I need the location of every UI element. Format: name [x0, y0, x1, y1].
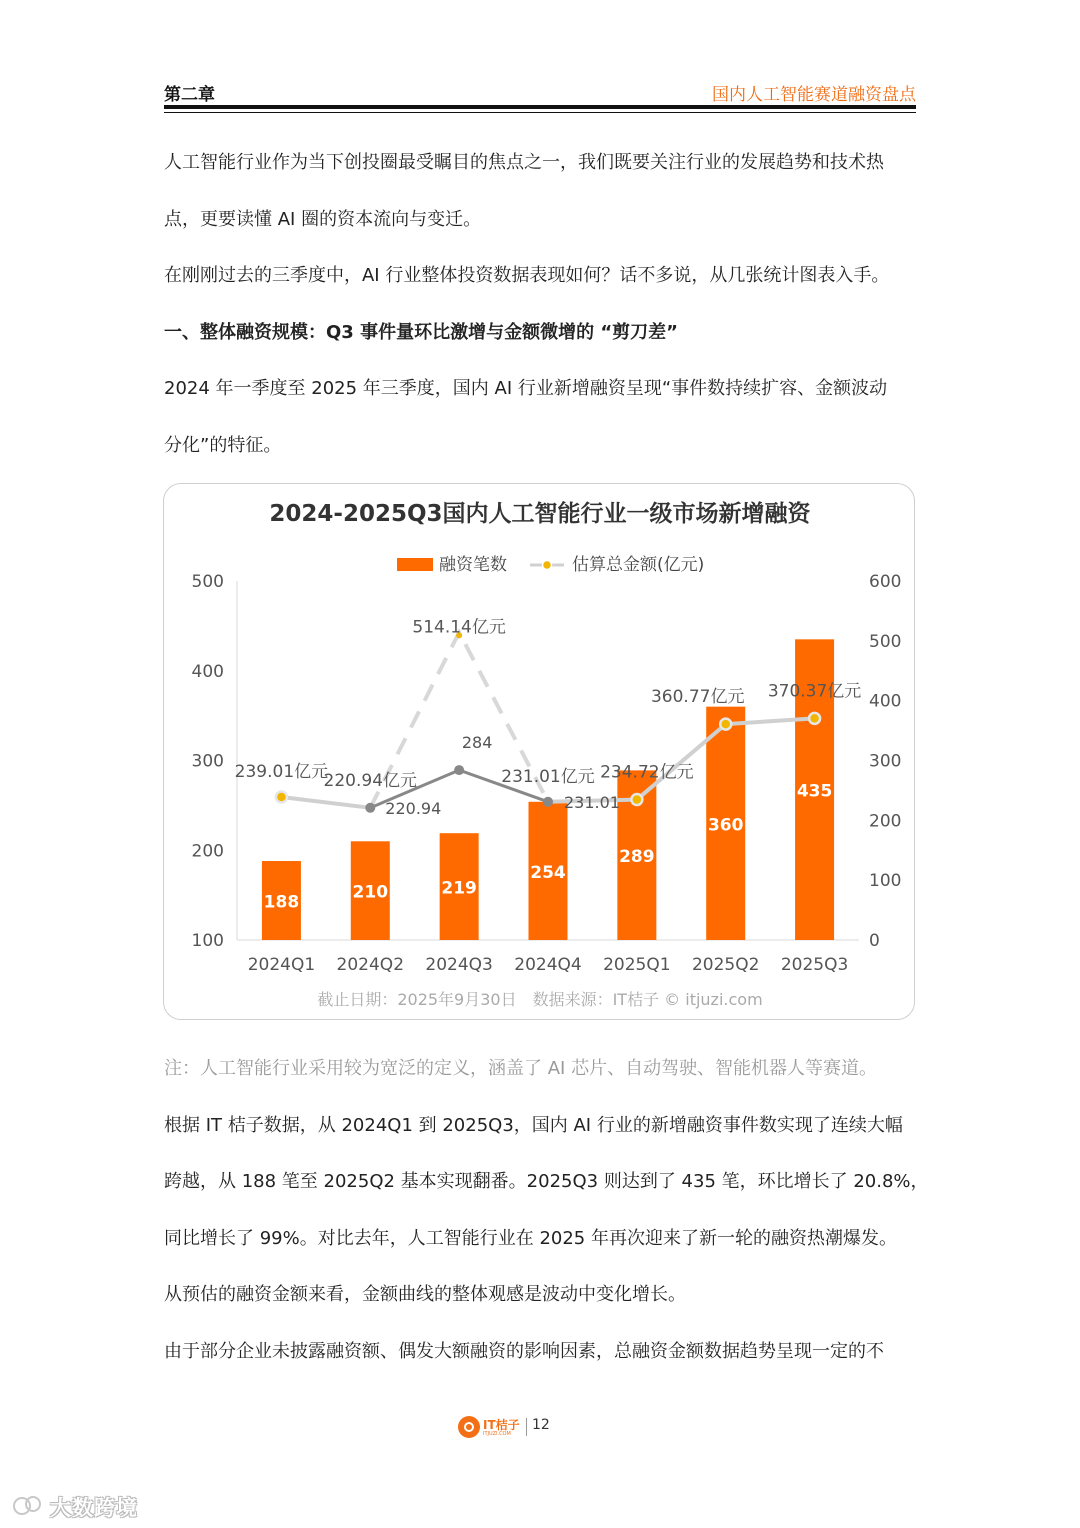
header-rule-thick: [164, 105, 916, 109]
right-axis-tick: 400: [869, 691, 902, 712]
legend-label-line: 估算总金额(亿元): [572, 555, 705, 575]
paragraph-3-line-1: 2024 年一季度至 2025 年三季度，国内 AI 行业新增融资呈现“事件数持续扩容、金额波动: [164, 378, 888, 399]
left-axis-tick: 300: [191, 751, 224, 772]
footer-logo-subtext: ITJUZI.COM: [483, 1431, 511, 1437]
bar-value-label: 435: [796, 781, 833, 802]
paragraph-1-line-2: 点，更要读懂 AI 圈的资本流向与变迁。: [164, 209, 482, 230]
amount-marker: [809, 713, 820, 724]
watermark-text: 大数跨境: [50, 1496, 138, 1520]
amount-label: 234.72亿元: [600, 762, 694, 783]
right-axis-tick: 600: [869, 572, 902, 592]
header-rule-thin: [164, 112, 916, 113]
x-axis-tick-label: 2024Q4: [514, 955, 582, 975]
bar-value-label: 210: [352, 882, 389, 903]
footer-logo-text: IT桔子: [483, 1418, 520, 1432]
watermark-chat-icon: [12, 1494, 44, 1518]
x-axis-tick-label: 2025Q1: [603, 955, 671, 975]
dark-line-label: 220.94: [385, 798, 442, 818]
amount-marker: [276, 791, 287, 802]
paragraph-3-line-2: 分化”的特征。: [164, 435, 282, 456]
left-axis-tick: 100: [191, 931, 224, 951]
paragraph-5-line-1: 由于部分企业未披露融资额、偶发大额融资的影响因素，总融资金额数据趋势呈现一定的不: [164, 1341, 884, 1362]
watermark: [10, 1492, 150, 1522]
amount-marker: [631, 794, 642, 805]
paragraph-4-line-3: 同比增长了 99%。对比去年，人工智能行业在 2025 年再次迎来了新一轮的融资热潮爆发。: [164, 1228, 897, 1249]
left-axis-tick: 500: [191, 572, 224, 592]
x-axis-tick-label: 2024Q3: [425, 955, 493, 975]
itjuzi-logo-icon: [458, 1416, 480, 1438]
right-axis-tick: 300: [869, 751, 902, 772]
paragraph-4-line-1: 根据 IT 桔子数据，从 2024Q1 到 2025Q3，国内 AI 行业的新增融资事件数实现了连续大幅: [164, 1115, 903, 1136]
dark-line-label: 284: [461, 733, 493, 753]
amount-label: 514.14亿元: [412, 617, 506, 638]
legend-swatch-bars: [397, 558, 433, 571]
x-axis-tick-label: 2025Q3: [780, 955, 849, 975]
amount-label: 239.01亿元: [234, 761, 329, 782]
dark-line-marker: [365, 803, 375, 813]
amount-label: 370.37亿元: [767, 681, 862, 702]
legend-label-bars: 融资笔数: [439, 555, 507, 575]
bar-value-label: 254: [530, 862, 566, 883]
amount-label: 220.94亿元: [323, 770, 418, 791]
x-axis-tick-label: 2024Q1: [247, 955, 316, 975]
section-heading: 一、整体融资规模：Q3 事件量环比激增与金额微增的 “剪刀差”: [164, 322, 679, 343]
legend-swatch-marker: [543, 561, 552, 570]
paragraph-1-line-1: 人工智能行业作为当下创投圈最受瞩目的焦点之一，我们既要关注行业的发展趋势和技术热: [164, 152, 884, 173]
bar-value-label: 219: [441, 878, 477, 899]
bar-value-label: 360: [707, 815, 744, 836]
footer-separator: [526, 1418, 527, 1436]
chart-footnote: 截止日期：2025年9月30日 数据来源：IT桔子 © itjuzi.com: [317, 990, 763, 1009]
page-number: 12: [532, 1417, 550, 1433]
right-axis-tick: 100: [869, 871, 902, 892]
amount-line-segment: [281, 797, 370, 808]
financing-chart: [163, 483, 915, 1020]
amount-label: 360.77亿元: [650, 687, 745, 708]
page-footer: [458, 1414, 578, 1440]
paragraph-2: 在刚刚过去的三季度中，AI 行业整体投资数据表现如何？话不多说，从几张统计图表入手。: [164, 265, 890, 286]
dark-line-label: 231.01: [564, 792, 620, 812]
paragraph-4-line-2: 跨越，从 188 笔至 2025Q2 基本实现翻番。2025Q3 则达到了 435 笔，环比增长了 20.8%，: [164, 1171, 929, 1192]
x-axis-tick-label: 2025Q2: [691, 955, 760, 975]
right-axis-tick: 200: [869, 811, 902, 832]
right-axis-tick: 500: [869, 631, 902, 652]
dark-line-marker: [543, 797, 553, 807]
left-axis-tick: 400: [191, 661, 224, 682]
bar-value-label: 188: [263, 892, 300, 913]
x-axis-tick-label: 2024Q2: [336, 955, 405, 975]
bar-value-label: 289: [619, 847, 655, 868]
left-axis-tick: 200: [191, 841, 224, 862]
chart-svg: [164, 484, 916, 1021]
dark-line-marker: [454, 765, 464, 775]
amount-label: 231.01亿元: [501, 766, 595, 787]
paragraph-4-line-4: 从预估的融资金额来看，金额曲线的整体观感是波动中变化增长。: [164, 1284, 686, 1305]
header-chapter: 第二章: [164, 85, 215, 105]
amount-marker: [720, 719, 731, 730]
chart-note: 注：人工智能行业采用较为宽泛的定义，涵盖了 AI 芯片、自动驾驶、智能机器人等赛道。: [164, 1058, 878, 1079]
header-section-title: 国内人工智能赛道融资盘点: [712, 85, 916, 105]
chart-title: 2024-2025Q3国内人工智能行业一级市场新增融资: [269, 501, 811, 527]
right-axis-tick: 0: [869, 931, 880, 951]
